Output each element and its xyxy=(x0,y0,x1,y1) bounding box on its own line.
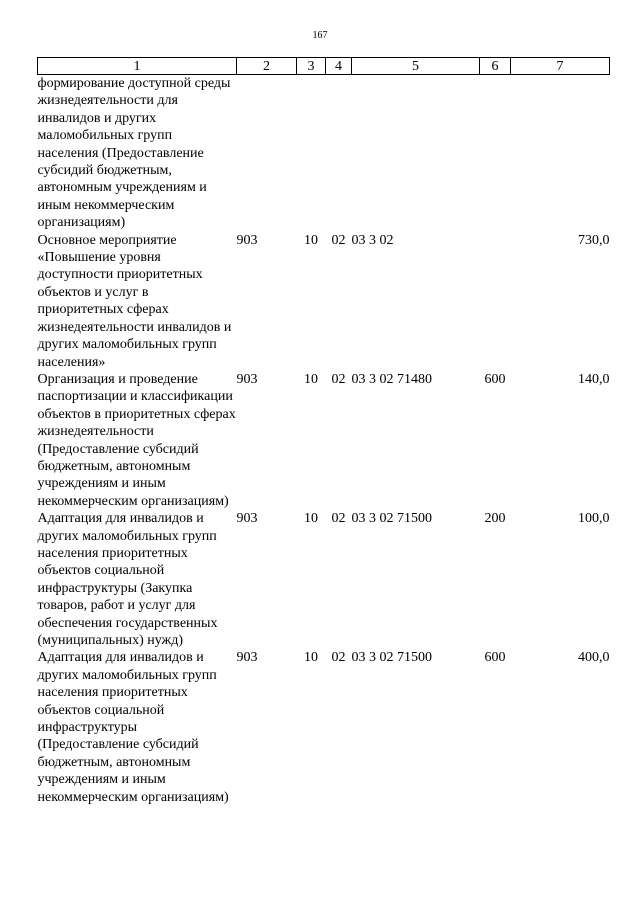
header-row xyxy=(38,58,610,75)
row-code-2: 903 xyxy=(236,650,258,666)
row-code-2: 903 xyxy=(236,511,258,527)
row-code-3: 10 xyxy=(304,650,318,666)
table-row xyxy=(38,371,610,510)
row-code-6: 200 xyxy=(484,511,506,527)
row-code-4: 02 xyxy=(331,371,346,387)
column-header-5: 5 xyxy=(352,58,480,75)
column-header-2: 2 xyxy=(237,58,297,75)
row-code-5: 03 3 02 71500 xyxy=(351,511,432,527)
row-code-3 xyxy=(297,75,326,232)
row-code-4: 02 xyxy=(331,511,346,527)
row-code-5: 03 3 02 71500 xyxy=(351,650,432,666)
row-sum xyxy=(511,75,610,232)
row-sum: 400,0 xyxy=(578,650,610,666)
row-sum: 140,0 xyxy=(578,371,610,387)
row-name: Адаптация для инвалидов и других маломобильных групп населения приоритетных объектов социальной инфраструктуры (Закупка товаров, работ и услуг для обеспечения государственных (муниципальных) нужд) xyxy=(37,511,218,648)
row-code-3: 10 xyxy=(304,232,318,248)
row-code-2 xyxy=(237,75,297,232)
column-header-4: 4 xyxy=(326,58,352,75)
row-code-3: 10 xyxy=(304,511,318,527)
table-row xyxy=(38,649,610,806)
row-code-6 xyxy=(480,232,511,371)
row-sum: 730,0 xyxy=(578,232,610,248)
row-code-2: 903 xyxy=(236,232,258,248)
row-code-5 xyxy=(352,75,480,232)
row-code-3: 10 xyxy=(304,371,318,387)
row-sum: 100,0 xyxy=(578,511,610,527)
row-name: формирование доступной среды жизнедеятельности для инвалидов и других маломобильных групп населения (Предоставление субсидий бюджетным, автономным учреждениям и иным некоммерческим организациям) xyxy=(37,76,231,231)
column-header-7: 7 xyxy=(511,58,610,75)
row-code-6: 600 xyxy=(484,371,506,387)
budget-table xyxy=(37,57,610,806)
row-code-4: 02 xyxy=(331,232,346,248)
row-code-6: 600 xyxy=(484,650,506,666)
row-name: Основное мероприятие «Повышение уровня доступности приоритетных объектов и услуг в приоритетных сферах жизнедеятельности инвалидов и других маломобильных групп населения» xyxy=(37,232,232,370)
table-row xyxy=(38,232,610,371)
table-row xyxy=(38,75,610,232)
page-number: 167 xyxy=(312,30,328,41)
row-code-5: 03 3 02 71480 xyxy=(351,371,432,387)
column-header-6: 6 xyxy=(480,58,511,75)
column-header-3: 3 xyxy=(297,58,326,75)
column-header-1: 1 xyxy=(38,58,237,75)
row-code-4 xyxy=(326,75,352,232)
row-code-4: 02 xyxy=(331,650,346,666)
table-row xyxy=(38,510,610,649)
row-name: Адаптация для инвалидов и других маломобильных групп населения приоритетных объектов социальной инфраструктуры (Предоставление субсидий бюджетным, автономным учреждениям и иным некоммерческим организациям) xyxy=(37,650,229,805)
row-code-5: 03 3 02 xyxy=(351,232,394,248)
row-code-2: 903 xyxy=(236,371,258,387)
row-code-6 xyxy=(480,75,511,232)
row-name: Организация и проведение паспортизации и классификации объектов в приоритетных сферах жизнедеятельности (Предоставление субсидий бюджетным, автономным учреждениям и иным некоммерческим организациям) xyxy=(37,371,236,509)
